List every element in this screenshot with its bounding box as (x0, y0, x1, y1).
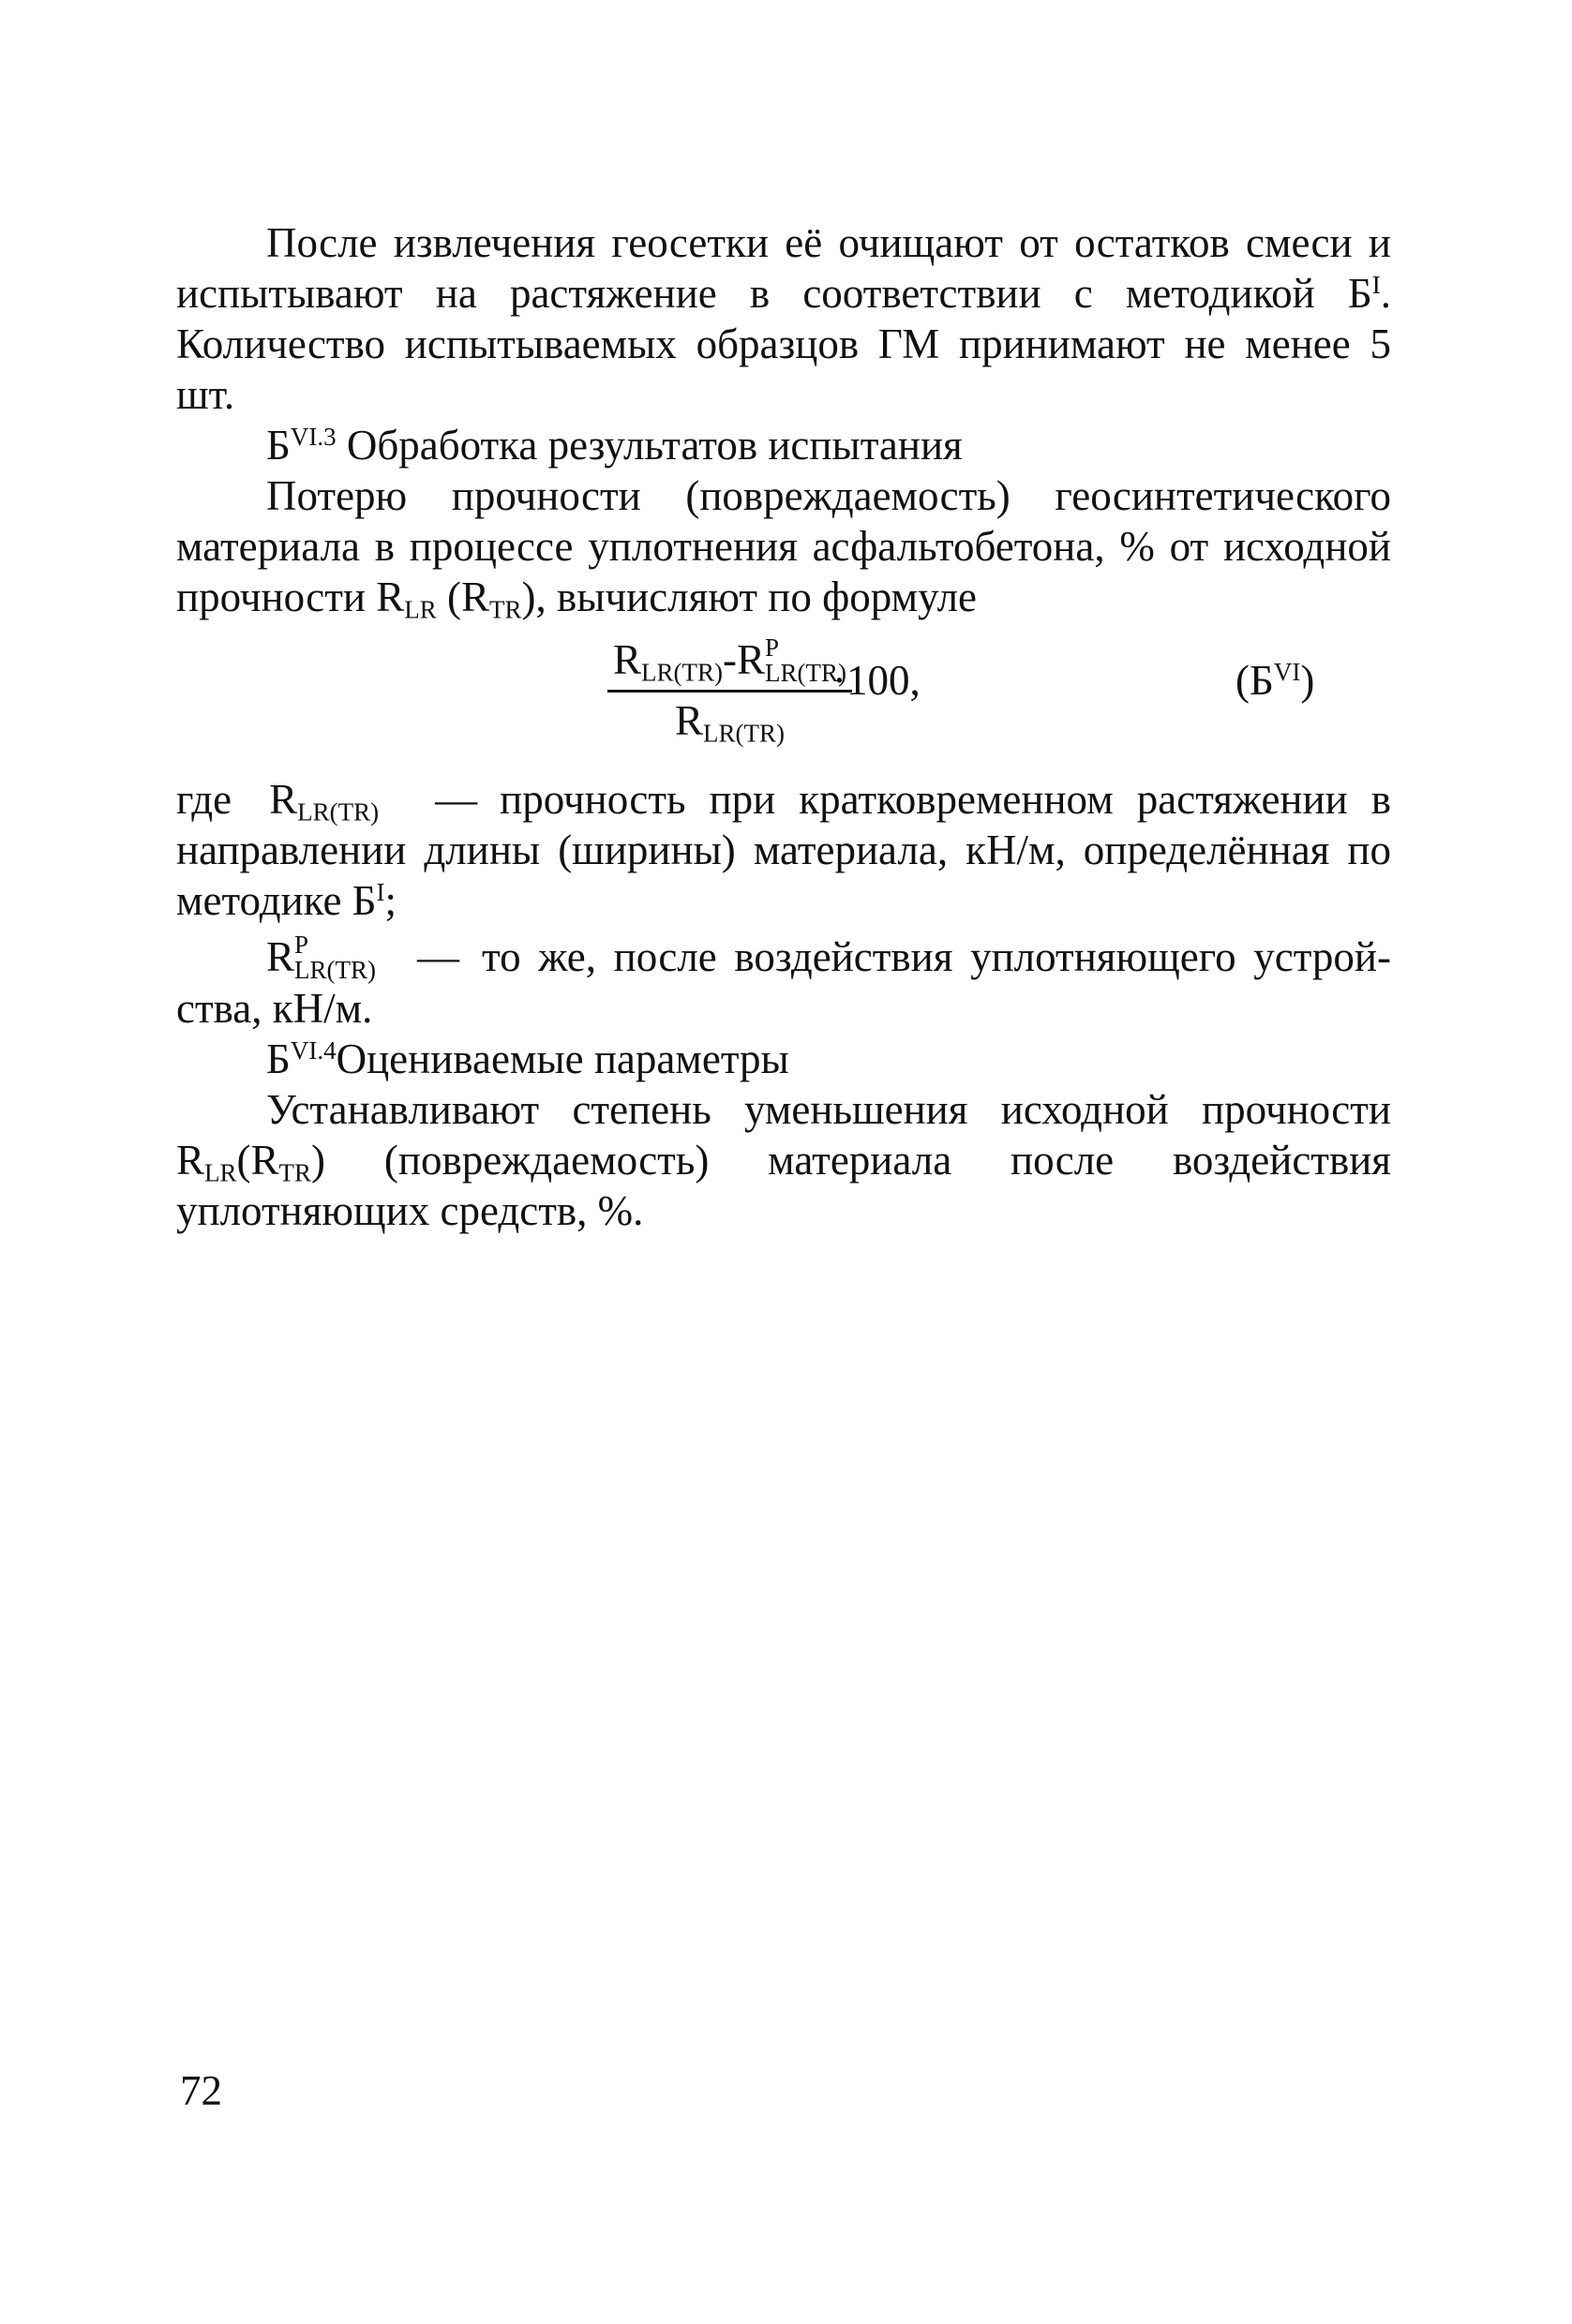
paragraph-text: После извлечения геосетки её очищают от остатков смеси и испытывают на растяжение в соответствии с методикой Б (176, 219, 1391, 317)
paragraph-text: Устанавливают степень уменьшения исходной прочности R (176, 1086, 1391, 1184)
definition-symbol (266, 931, 376, 983)
paragraph-geogrid-extraction (176, 217, 1391, 420)
subscript: TR (278, 1158, 312, 1187)
formula-superscript: P (294, 931, 309, 960)
formula-subscript: LR(TR) (765, 659, 847, 688)
section-heading-parameters (266, 1034, 1391, 1084)
section-title: Оцениваемые параметры (336, 1035, 789, 1083)
paragraph-text: Потерю прочности (повреждаемость) геосинтетического материала в процессе уплотнения асфальтобетона, % от исходной прочности R (176, 472, 1391, 620)
paragraph-text: ) (повреждаемость) материала после воздействия уплотняющих средств, %. (176, 1137, 1391, 1235)
formula-subscript: LR(TR) (294, 956, 377, 985)
equation-number-sup: VI (1273, 658, 1301, 687)
definition-text: ; (384, 877, 397, 924)
formula-numerator (607, 635, 852, 690)
formula-symbol: -R (723, 636, 766, 683)
equation-number-text: (Б (1235, 657, 1274, 704)
formula-subscript: LR(TR) (297, 797, 380, 827)
section-title: Обработка результатов испытания (336, 422, 963, 469)
page-body (176, 217, 1391, 1236)
formula-block (176, 635, 1391, 767)
formula-supsub (294, 932, 376, 983)
formula-subscript: LR(TR) (641, 658, 724, 687)
section-letter: Б (266, 1035, 291, 1083)
definition-dash: — (417, 933, 460, 980)
formula-symbol: R (675, 697, 704, 745)
superscript: I (1371, 271, 1381, 300)
definition-text: прочность при кратковременном растяжении в направлении длины (ширины) материала, кН/м, определённая по методике Б (176, 776, 1391, 924)
formula-symbol: R (613, 636, 642, 683)
subscript: TR (489, 595, 522, 624)
formula-multiplier: ·100, (832, 657, 921, 704)
where-label: где (176, 776, 232, 823)
definition-r-p (176, 931, 1391, 1034)
paragraph-strength-loss (176, 470, 1391, 622)
definition-r-lr (176, 774, 1391, 926)
formula-superscript: P (765, 633, 780, 663)
subscript: LR (404, 595, 437, 624)
section-number: VI.3 (290, 423, 337, 452)
section-heading-processing (266, 420, 1391, 470)
paragraph-parameters (176, 1084, 1391, 1236)
page-number: 72 (180, 2067, 222, 2114)
section-number: VI.4 (290, 1036, 337, 1065)
section-letter: Б (266, 422, 291, 469)
paragraph-text: (R (436, 574, 490, 620)
paragraph-text: . Количество испытываемых образцов ГМ принимают не менее 5 шт. (176, 270, 1391, 418)
symbol-definitions (176, 774, 1391, 1034)
formula-denominator (607, 693, 852, 748)
equation-number (1235, 656, 1314, 705)
formula-subscript: LR(TR) (703, 719, 786, 748)
formula-fraction (607, 633, 852, 748)
paragraph-text: (R (236, 1137, 279, 1184)
formula-symbol: R (266, 933, 295, 980)
definition-text: то же, после воздействия уплотняющего устрой-ства, кН/м. (176, 933, 1391, 1033)
equation-number-text: ) (1300, 657, 1315, 704)
definition-symbol (269, 774, 379, 825)
subscript: LR (204, 1158, 237, 1187)
paragraph-text: ), вычисляют по формуле (521, 574, 978, 620)
superscript: I (376, 878, 385, 907)
definition-dash: — (435, 776, 478, 823)
formula-symbol: R (269, 776, 298, 823)
